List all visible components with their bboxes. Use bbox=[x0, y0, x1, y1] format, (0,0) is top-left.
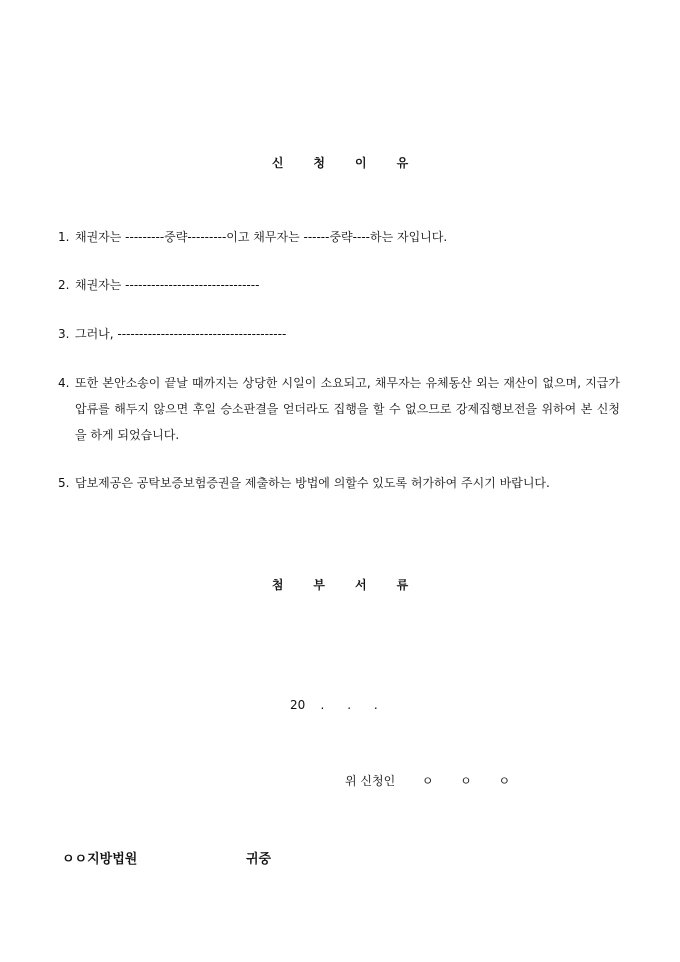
reason-heading-char: 유 bbox=[396, 156, 409, 170]
item-number: 1. bbox=[58, 230, 70, 244]
reason-item-2 bbox=[58, 272, 620, 298]
attachment-heading-char: 첨 bbox=[271, 578, 284, 592]
reason-heading-char: 신 bbox=[271, 156, 284, 170]
item-number: 2. bbox=[58, 278, 70, 292]
item-text: 채권자는 ------------------------------- bbox=[75, 278, 260, 292]
reason-heading-char: 청 bbox=[313, 156, 325, 170]
attachment-heading-char: 부 bbox=[313, 578, 325, 592]
item-number: 3. bbox=[58, 327, 70, 341]
attachment-heading bbox=[0, 576, 680, 593]
date-line: 20 . . . bbox=[290, 698, 378, 712]
attachment-heading-char: 서 bbox=[355, 578, 367, 592]
item-text: 담보제공은 공탁보증보험증권을 제출하는 방법에 의할수 있도록 허가하여 주시기 바랍니다. bbox=[75, 476, 550, 490]
reason-heading-char: 이 bbox=[355, 156, 367, 170]
item-number: 4. bbox=[58, 376, 70, 390]
reason-item-1 bbox=[58, 224, 620, 250]
reason-item-3 bbox=[58, 321, 620, 347]
reason-heading bbox=[0, 154, 680, 171]
item-number: 5. bbox=[58, 476, 70, 490]
reason-item-5 bbox=[58, 470, 620, 496]
applicant-line: 위 신청인 ㅇ ㅇ ㅇ bbox=[345, 774, 511, 788]
honorific: 귀중 bbox=[246, 852, 272, 867]
court-name: ㅇㅇ지방법원 bbox=[62, 852, 138, 867]
item-text: 그러나, --------------------------------------- bbox=[75, 327, 287, 341]
item-text: 채권자는 ---------중략---------이고 채무자는 ------중략----하는 자입니다. bbox=[75, 230, 448, 244]
attachment-heading-char: 류 bbox=[396, 578, 409, 592]
item-text: 또한 본안소송이 끝날 때까지는 상당한 시일이 소요되고, 채무자는 유체동산 외는 재산이 없으며, 지급가압류를 해두지 않으면 후일 승소판결을 얻더라도 집행을 할 수 없으므로 강제집행보전을 위하여 본 신청을 하게 되었습니다. bbox=[75, 376, 620, 442]
reason-item-4 bbox=[58, 370, 620, 448]
